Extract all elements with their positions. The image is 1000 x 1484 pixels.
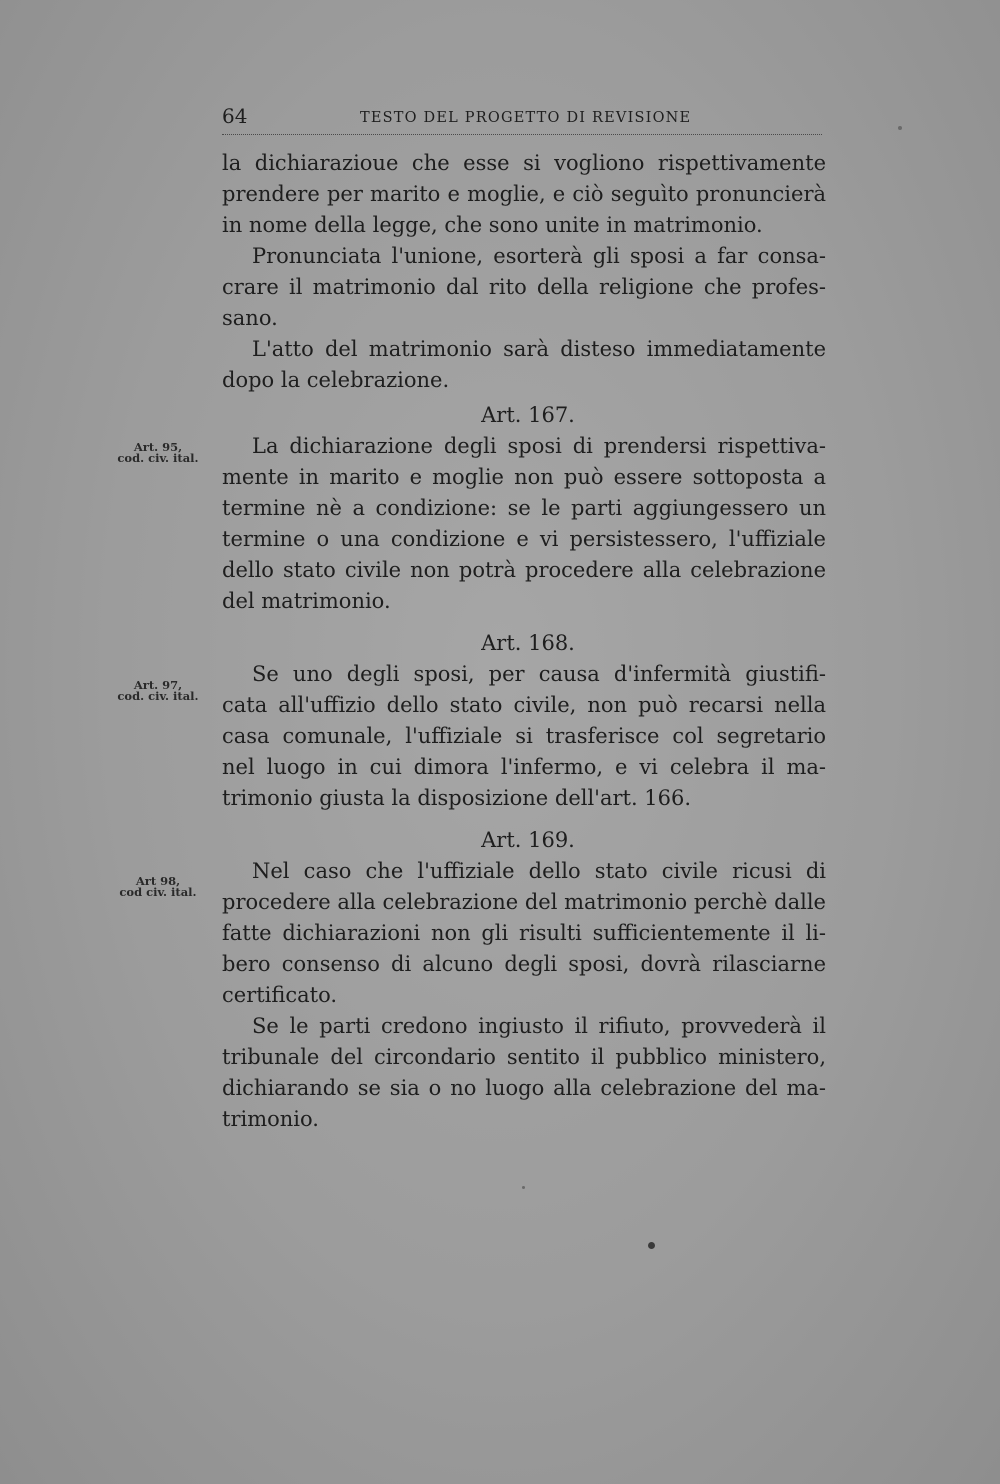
text-line: casa comunale, l'uffiziale si trasferisce col segretario xyxy=(222,724,826,748)
text-line: la dichiarazioue che esse si vogliono rispettivamente xyxy=(222,151,826,175)
scan-speck xyxy=(898,126,902,130)
header-rule xyxy=(222,134,822,135)
body-text xyxy=(222,148,826,1135)
margin-note-art-98 xyxy=(108,876,208,898)
text-line: procedere alla celebrazione del matrimonio perchè dalle xyxy=(222,890,826,914)
text-line: termine o una condizione e vi persistessero, l'uffiziale xyxy=(222,527,826,551)
text-line: cata all'uffizio dello stato civile, non può recarsi nella xyxy=(222,693,826,717)
text-line: Se uno degli sposi, per causa d'infermità giustifi- xyxy=(252,662,826,686)
article-heading-169: Art. 169. xyxy=(481,828,575,852)
text-line: Se le parti credono ingiusto il rifiuto, provvederà il xyxy=(252,1014,826,1038)
text-line: trimonio giusta la disposizione dell'art. 166. xyxy=(222,786,692,810)
text-line: sano. xyxy=(222,306,278,330)
scan-speck xyxy=(648,1242,655,1249)
text-line: mente in marito e moglie non può essere sottoposta a xyxy=(222,465,826,489)
text-line: del matrimonio. xyxy=(222,589,391,613)
text-line: Nel caso che l'uffiziale dello stato civile ricusi di xyxy=(252,859,826,883)
running-title: TESTO DEL PROGETTO DI REVISIONE xyxy=(360,110,692,126)
article-heading-168: Art. 168. xyxy=(481,631,575,655)
margin-note-line: Art. 95, xyxy=(133,440,183,454)
text-line: prendere per marito e moglie, e ciò seguìto pronuncierà xyxy=(222,182,826,206)
margin-note-art-95 xyxy=(108,442,208,464)
text-line: trimonio. xyxy=(222,1107,319,1131)
text-line: L'atto del matrimonio sarà disteso immediatamente xyxy=(252,337,826,361)
page-number: 64 xyxy=(222,104,248,128)
margin-note-art-97 xyxy=(108,680,208,702)
scan-speck xyxy=(522,1186,525,1189)
text-line: termine nè a condizione: se le parti aggiungessero un xyxy=(222,496,826,520)
margin-note-line: Art. 97, xyxy=(133,678,183,692)
text-line: Pronunciata l'unione, esorterà gli sposi a far consa- xyxy=(252,244,826,268)
margin-note-line: Art 98, xyxy=(135,874,181,888)
text-line: crare il matrimonio dal rito della religione che profes- xyxy=(222,275,826,299)
text-line: fatte dichiarazioni non gli risulti sufficientemente il li- xyxy=(222,921,826,945)
text-line: bero consenso di alcuno degli sposi, dovrà rilasciarne xyxy=(222,952,826,976)
text-line: nel luogo in cui dimora l'infermo, e vi celebra il ma- xyxy=(222,755,826,779)
page-header xyxy=(222,104,822,132)
margin-note-line: cod civ. ital. xyxy=(119,885,197,899)
text-line: tribunale del circondario sentito il pubblico ministero, xyxy=(222,1045,826,1069)
article-heading-167: Art. 167. xyxy=(481,403,575,427)
text-line: certificato. xyxy=(222,983,338,1007)
margin-note-line: cod. civ. ital. xyxy=(117,451,199,465)
text-line: La dichiarazione degli sposi di prendersi rispettiva- xyxy=(252,434,826,458)
text-line: dichiarando se sia o no luogo alla celebrazione del ma- xyxy=(222,1076,826,1100)
text-line: dello stato civile non potrà procedere alla celebrazione xyxy=(222,558,826,582)
margin-note-line: cod. civ. ital. xyxy=(117,689,199,703)
text-line: in nome della legge, che sono unite in matrimonio. xyxy=(222,213,763,237)
text-line: dopo la celebrazione. xyxy=(222,368,450,392)
